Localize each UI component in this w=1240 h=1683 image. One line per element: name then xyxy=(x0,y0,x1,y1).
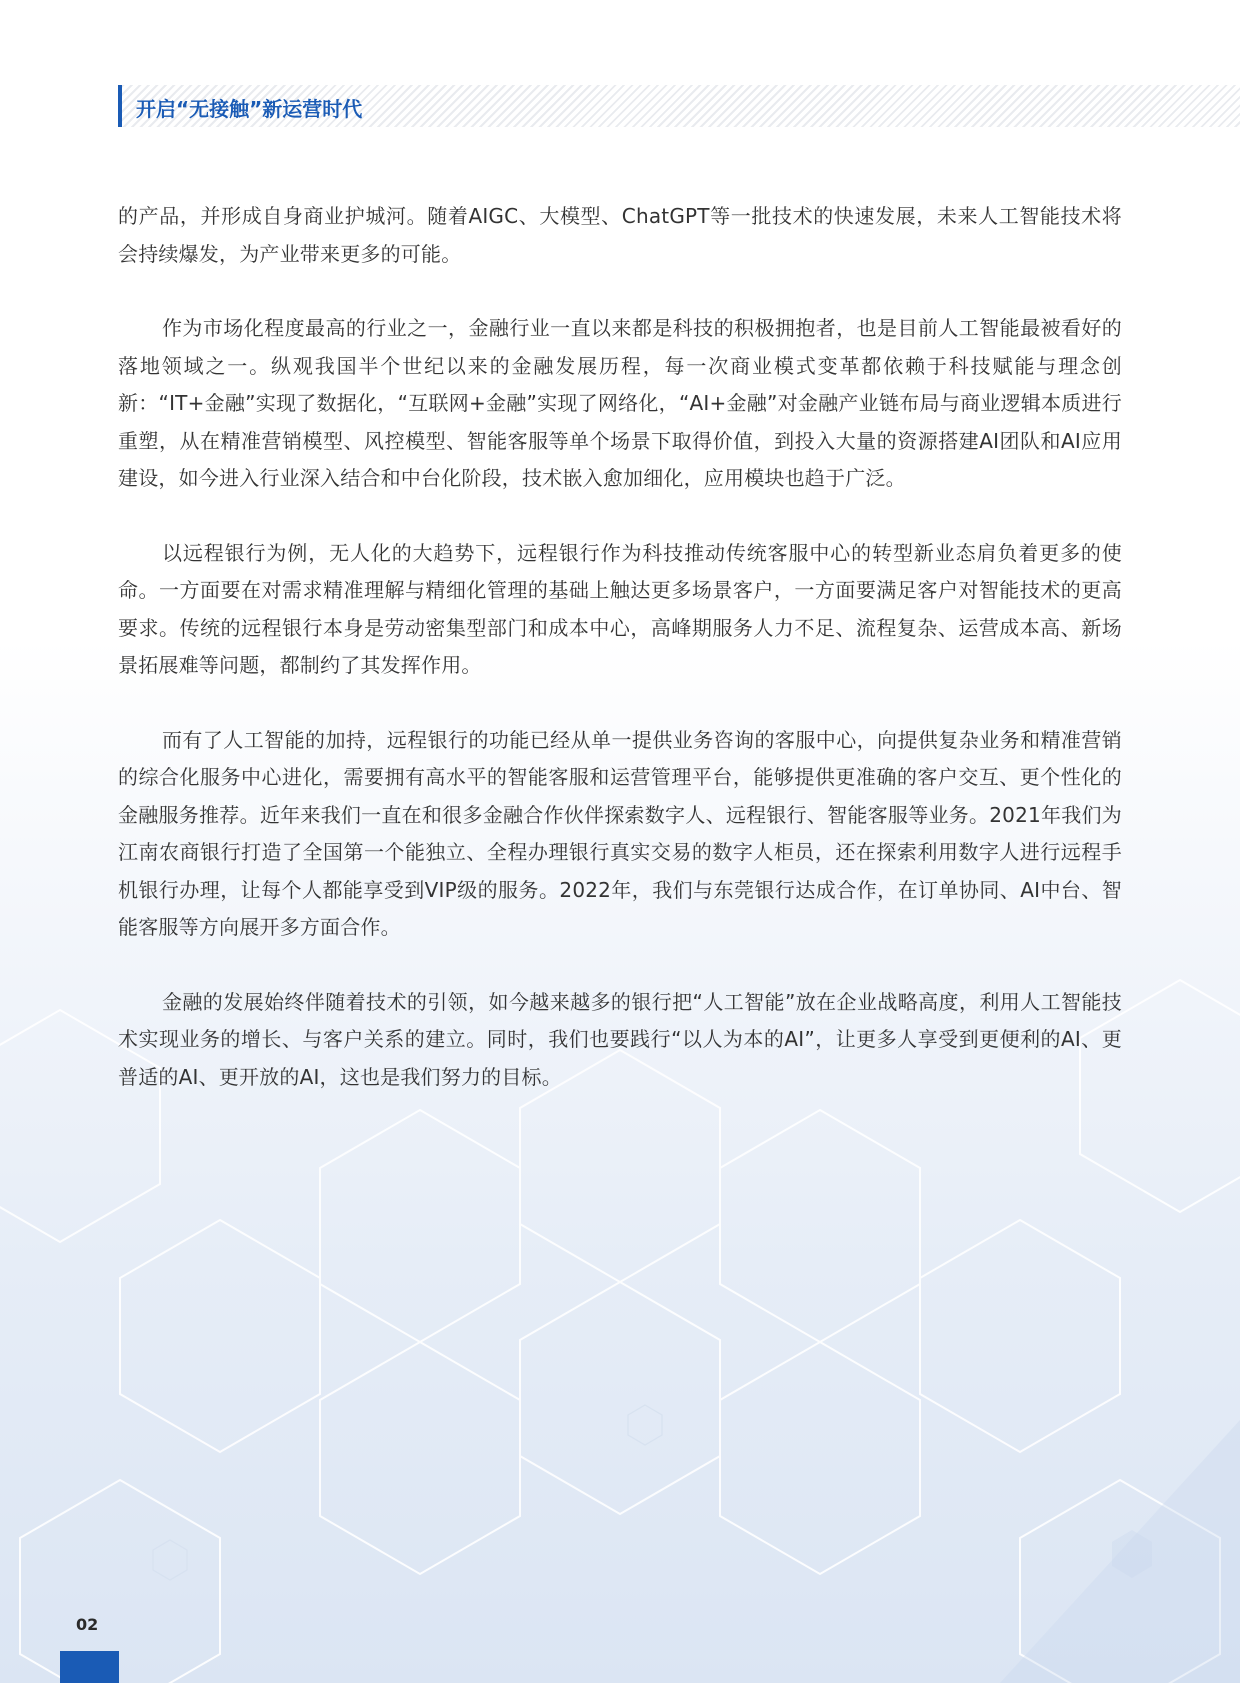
article-body xyxy=(118,198,1122,1133)
section-header xyxy=(118,85,1240,127)
header-title: 开启“无接触”新运营时代 xyxy=(136,97,363,121)
paragraph-1: 的产品，并形成自身商业护城河。随着AIGC、大模型、ChatGPT等一批技术的快速发展，未来人工智能技术将会持续爆发，为产业带来更多的可能。 xyxy=(118,204,1122,266)
paragraph-4: 而有了人工智能的加持，远程银行的功能已经从单一提供业务咨询的客服中心，向提供复杂业务和精准营销的综合化服务中心进化，需要拥有高水平的智能客服和运营管理平台，能够提供更准确的客户交互、更个性化的金融服务推荐。近年来我们一直在和很多金融合作伙伴探索数字人、远程银行、智能客服等业务。2021年我们为江南农商银行打造了全国第一个能独立、全程办理银行真实交易的数字人柜员，还在探索利用数字人进行远程手机银行办理，让每个人都能享受到VIP级的服务。2022年，我们与东莞银行达成合作，在订单协同、AI中台、智能客服等方向展开多方面合作。 xyxy=(118,727,1122,939)
paragraph-5: 金融的发展始终伴随着技术的引领，如今越来越多的银行把“人工智能”放在企业战略高度，利用人工智能技术实现业务的增长、与客户关系的建立。同时，我们也要践行“以人为本的AI”，让更多人享受到更便利的AI、更普适的AI、更开放的AI，这也是我们努力的目标。 xyxy=(118,989,1122,1089)
paragraph-2: 作为市场化程度最高的行业之一，金融行业一直以来都是科技的积极拥抱者，也是目前人工智能最被看好的落地领域之一。纵观我国半个世纪以来的金融发展历程，每一次商业模式变革都依赖于科技赋能与理念创新：“IT+金融”实现了数据化，“互联网+金融”实现了网络化，“AI+金融”对金融产业链布局与商业逻辑本质进行重塑，从在精准营销模型、风控模型、智能客服等单个场景下取得价值，到投入大量的资源搭建AI团队和AI应用建设，如今进入行业深入结合和中台化阶段，技术嵌入愈加细化，应用模块也趋于广泛。 xyxy=(118,316,1122,490)
paragraph-3: 以远程银行为例，无人化的大趋势下，远程银行作为科技推动传统客服中心的转型新业态肩负着更多的使命。一方面要在对需求精准理解与精细化管理的基础上触达更多场景客户，一方面要满足客户对智能技术的更高要求。传统的远程银行本身是劳动密集型部门和成本中心，高峰期服务人力不足、流程复杂、运营成本高、新场景拓展难等问题，都制约了其发挥作用。 xyxy=(118,540,1122,677)
footer-accent-block xyxy=(60,1651,119,1683)
page-number: 02 xyxy=(76,1615,99,1634)
